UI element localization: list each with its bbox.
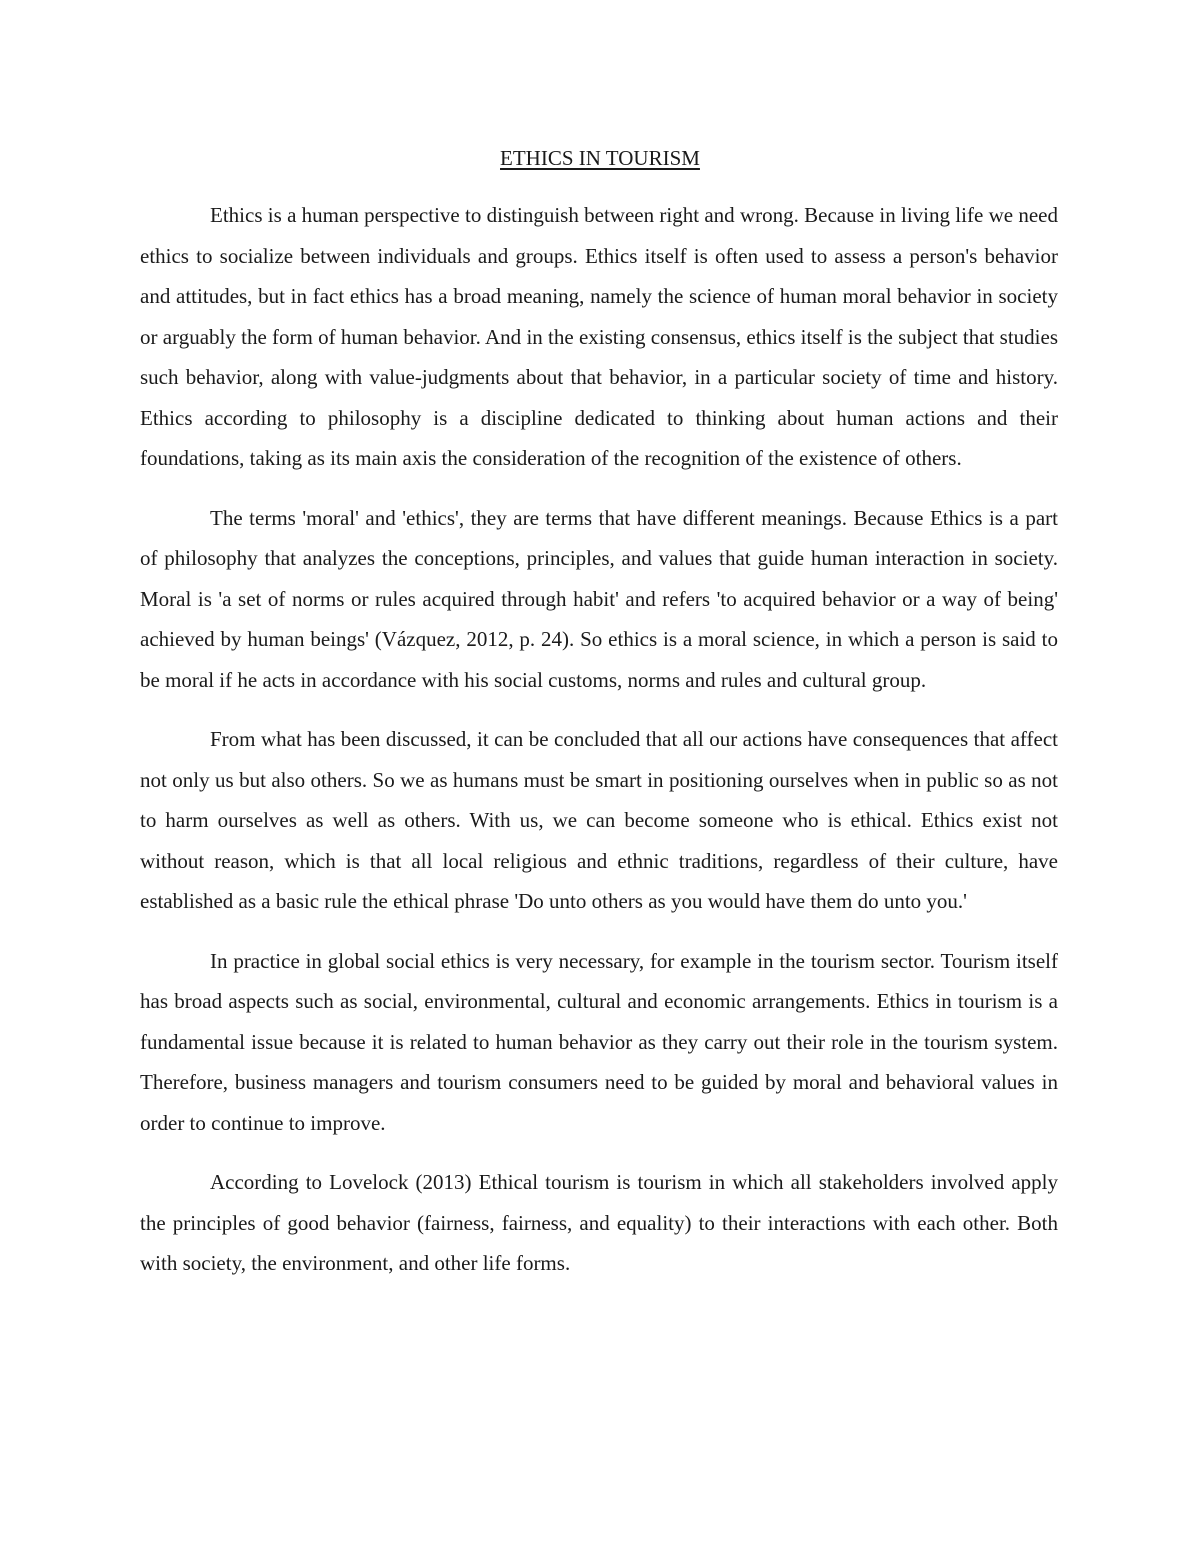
paragraph-1: Ethics is a human perspective to distinguish between right and wrong. Because in living life we need ethics to socialize between individuals and groups. Ethics itself is often used to assess a person's behavior and attitudes, but in fact ethics has a broad meaning, namely the science of human moral behavior in society or arguably the form of human behavior. And in the existing consensus, ethics itself is the subject that studies such behavior, along with value-judgments about that behavior, in a particular society of time and history. Ethics according to philosophy is a discipline dedicated to thinking about human actions and their foundations, taking as its main axis the consideration of the recognition of the existence of others. xyxy=(140,203,1058,470)
paragraph-5: According to Lovelock (2013) Ethical tourism is tourism in which all stakeholders involved apply the principles of good behavior (fairness, fairness, and equality) to their interactions with each other. Both with society, the environment, and other life forms. xyxy=(140,1170,1058,1275)
document-title: ETHICS IN TOURISM xyxy=(500,146,700,170)
paragraph-3: From what has been discussed, it can be concluded that all our actions have consequences that affect not only us but also others. So we as humans must be smart in positioning ourselves when in public so as not to harm ourselves as well as others. With us, we can become someone who is ethical. Ethics exist not without reason, which is that all local religious and ethnic traditions, regardless of their culture, have established as a basic rule the ethical phrase 'Do unto others as you would have them do unto you.' xyxy=(140,727,1058,913)
document-body xyxy=(140,195,1058,1303)
paragraph-4: In practice in global social ethics is very necessary, for example in the tourism sector. Tourism itself has broad aspects such as social, environmental, cultural and economic arrangements. Ethics in tourism is a fundamental issue because it is related to human behavior as they carry out their role in the tourism system. Therefore, business managers and tourism consumers need to be guided by moral and behavioral values in order to continue to improve. xyxy=(140,948,1058,1135)
paragraph-2: The terms 'moral' and 'ethics', they are terms that have different meanings. Because Ethics is a part of philosophy that analyzes the conceptions, principles, and values that guide human interaction in society. Moral is 'a set of norms or rules acquired through habit' and refers 'to acquired behavior or a way of being' achieved by human beings' (Vázquez, 2012, p. 24). So ethics is a moral science, in which a person is said to be moral if he acts in accordance with his social customs, norms and rules and cultural group. xyxy=(140,505,1058,692)
